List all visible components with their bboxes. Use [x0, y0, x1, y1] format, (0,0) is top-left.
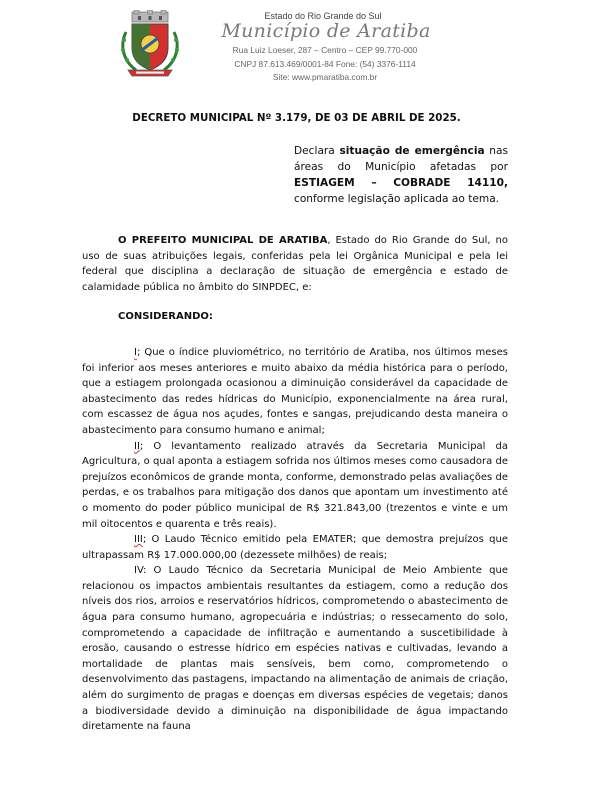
preamble-author: O PREFEITO MUNICIPAL DE ARATIBA: [118, 235, 328, 246]
item-text: ; O Laudo Técnico emitido pela EMATER; que demostra prejuízos que ultrapassam R$ 17.000.000,00 (dezessete milhões) de reais;: [82, 534, 508, 561]
ementa-text: conforme legislação aplicada ao tema.: [294, 193, 500, 205]
ementa-bold: situação de emergência: [339, 145, 485, 157]
preamble-paragraph: [82, 233, 508, 295]
decree-title: DECRETO MUNICIPAL Nº 3.179, DE 03 DE ABRIL DE 2025.: [132, 112, 461, 124]
item-number: I: [134, 346, 137, 358]
ementa-text: nas áreas do Município afetadas por: [294, 145, 509, 173]
ementa-bold: ESTIAGEM – COBRADE 14110,: [294, 177, 508, 189]
item-number: II: [134, 440, 140, 452]
considerando-heading: CONSIDERANDO:: [118, 311, 213, 323]
letterhead-site: Site: www.pmaratiba.com.br: [272, 72, 378, 82]
item-number: IV: [134, 565, 143, 577]
considerando-item: [82, 563, 508, 735]
municipal-crest-icon: [118, 10, 182, 82]
item-text: : O Laudo Técnico da Secretaria Municipal de Meio Ambiente que relacionou os impactos ambientais resultantes da estiagem, como a redução dos níveis dos rios, arroios e reservatórios hídricos, comprometendo o abastecimento de água para consumo humano, agropecuária e indústrias; o ressecamento do solo, comprometendo a capacidade de infiltração e aumentando a suscetibilidade à erosão, causando o estresse hídrico em espécies nativas e cultivadas, levando a mortalidade de plantas mais sensíveis, bem como, comprometendo o desenvolvimento das pastagens, impactando na alimentação de animais de criação, além do surgimento de pragas e doenças em diversas espécies de vegetais; danos a biodiversidade devido a diminuição na disponibilidade de água impactando diretamente na fauna: [82, 565, 508, 733]
item-text: ; Que o índice pluviométrico, no território de Aratiba, nos últimos meses foi inferior aos meses anteriores e muito abaixo da média histórica para o período, que a estiagem prolongada ocasionou a diminuição considerável da capacidade de abastecimento das redes hídricas do Município, exponencialmente na área rural, com escassez de água nos açudes, fontes e sangas, prejudicando desta maneira o abastecimento para consumo humano e animal;: [82, 346, 508, 436]
considerando-item: [82, 345, 508, 439]
considerando-item: [82, 532, 508, 563]
letterhead-state: Estado do Rio Grande do Sul: [264, 11, 382, 21]
decree-ementa: [294, 143, 508, 207]
item-number: III: [134, 534, 143, 546]
considerando-item: [82, 439, 508, 533]
preamble-text: , Estado do Rio Grande do Sul, no uso de suas atribuições legais, conferidas pela lei Orgânica Municipal e pela lei federal que disciplina a declaração de situação de emergência e estado de calamidade pública no âmbito do SINPDEC, e:: [82, 235, 508, 293]
letterhead-address: Rua Luiz Loeser, 287 – Centro – CEP 99.770-000: [232, 45, 418, 55]
letterhead-municipality: Município de Aratiba: [221, 20, 431, 42]
letterhead-contact: CNPJ 87.613.469/0001-84 Fone: (54) 3376-1114: [234, 59, 416, 69]
item-text: ; O levantamento realizado através da Secretaria Municipal da Agricultura, o qual aponta a estiagem sofrida nos últimos meses como causadora de prejuízos econômicos de grande monta, conforme, demonstrado pelas avaliações de perdas, e os trabalhos para mitigação dos danos que apontam um investimento até o momento do poder público municipal de R$ 321.843,00 (trezentos e vinte e um mil oitocentos e quarenta e três reais).: [82, 440, 508, 530]
decree-body: [82, 233, 508, 735]
ementa-text: Declara: [294, 145, 340, 157]
